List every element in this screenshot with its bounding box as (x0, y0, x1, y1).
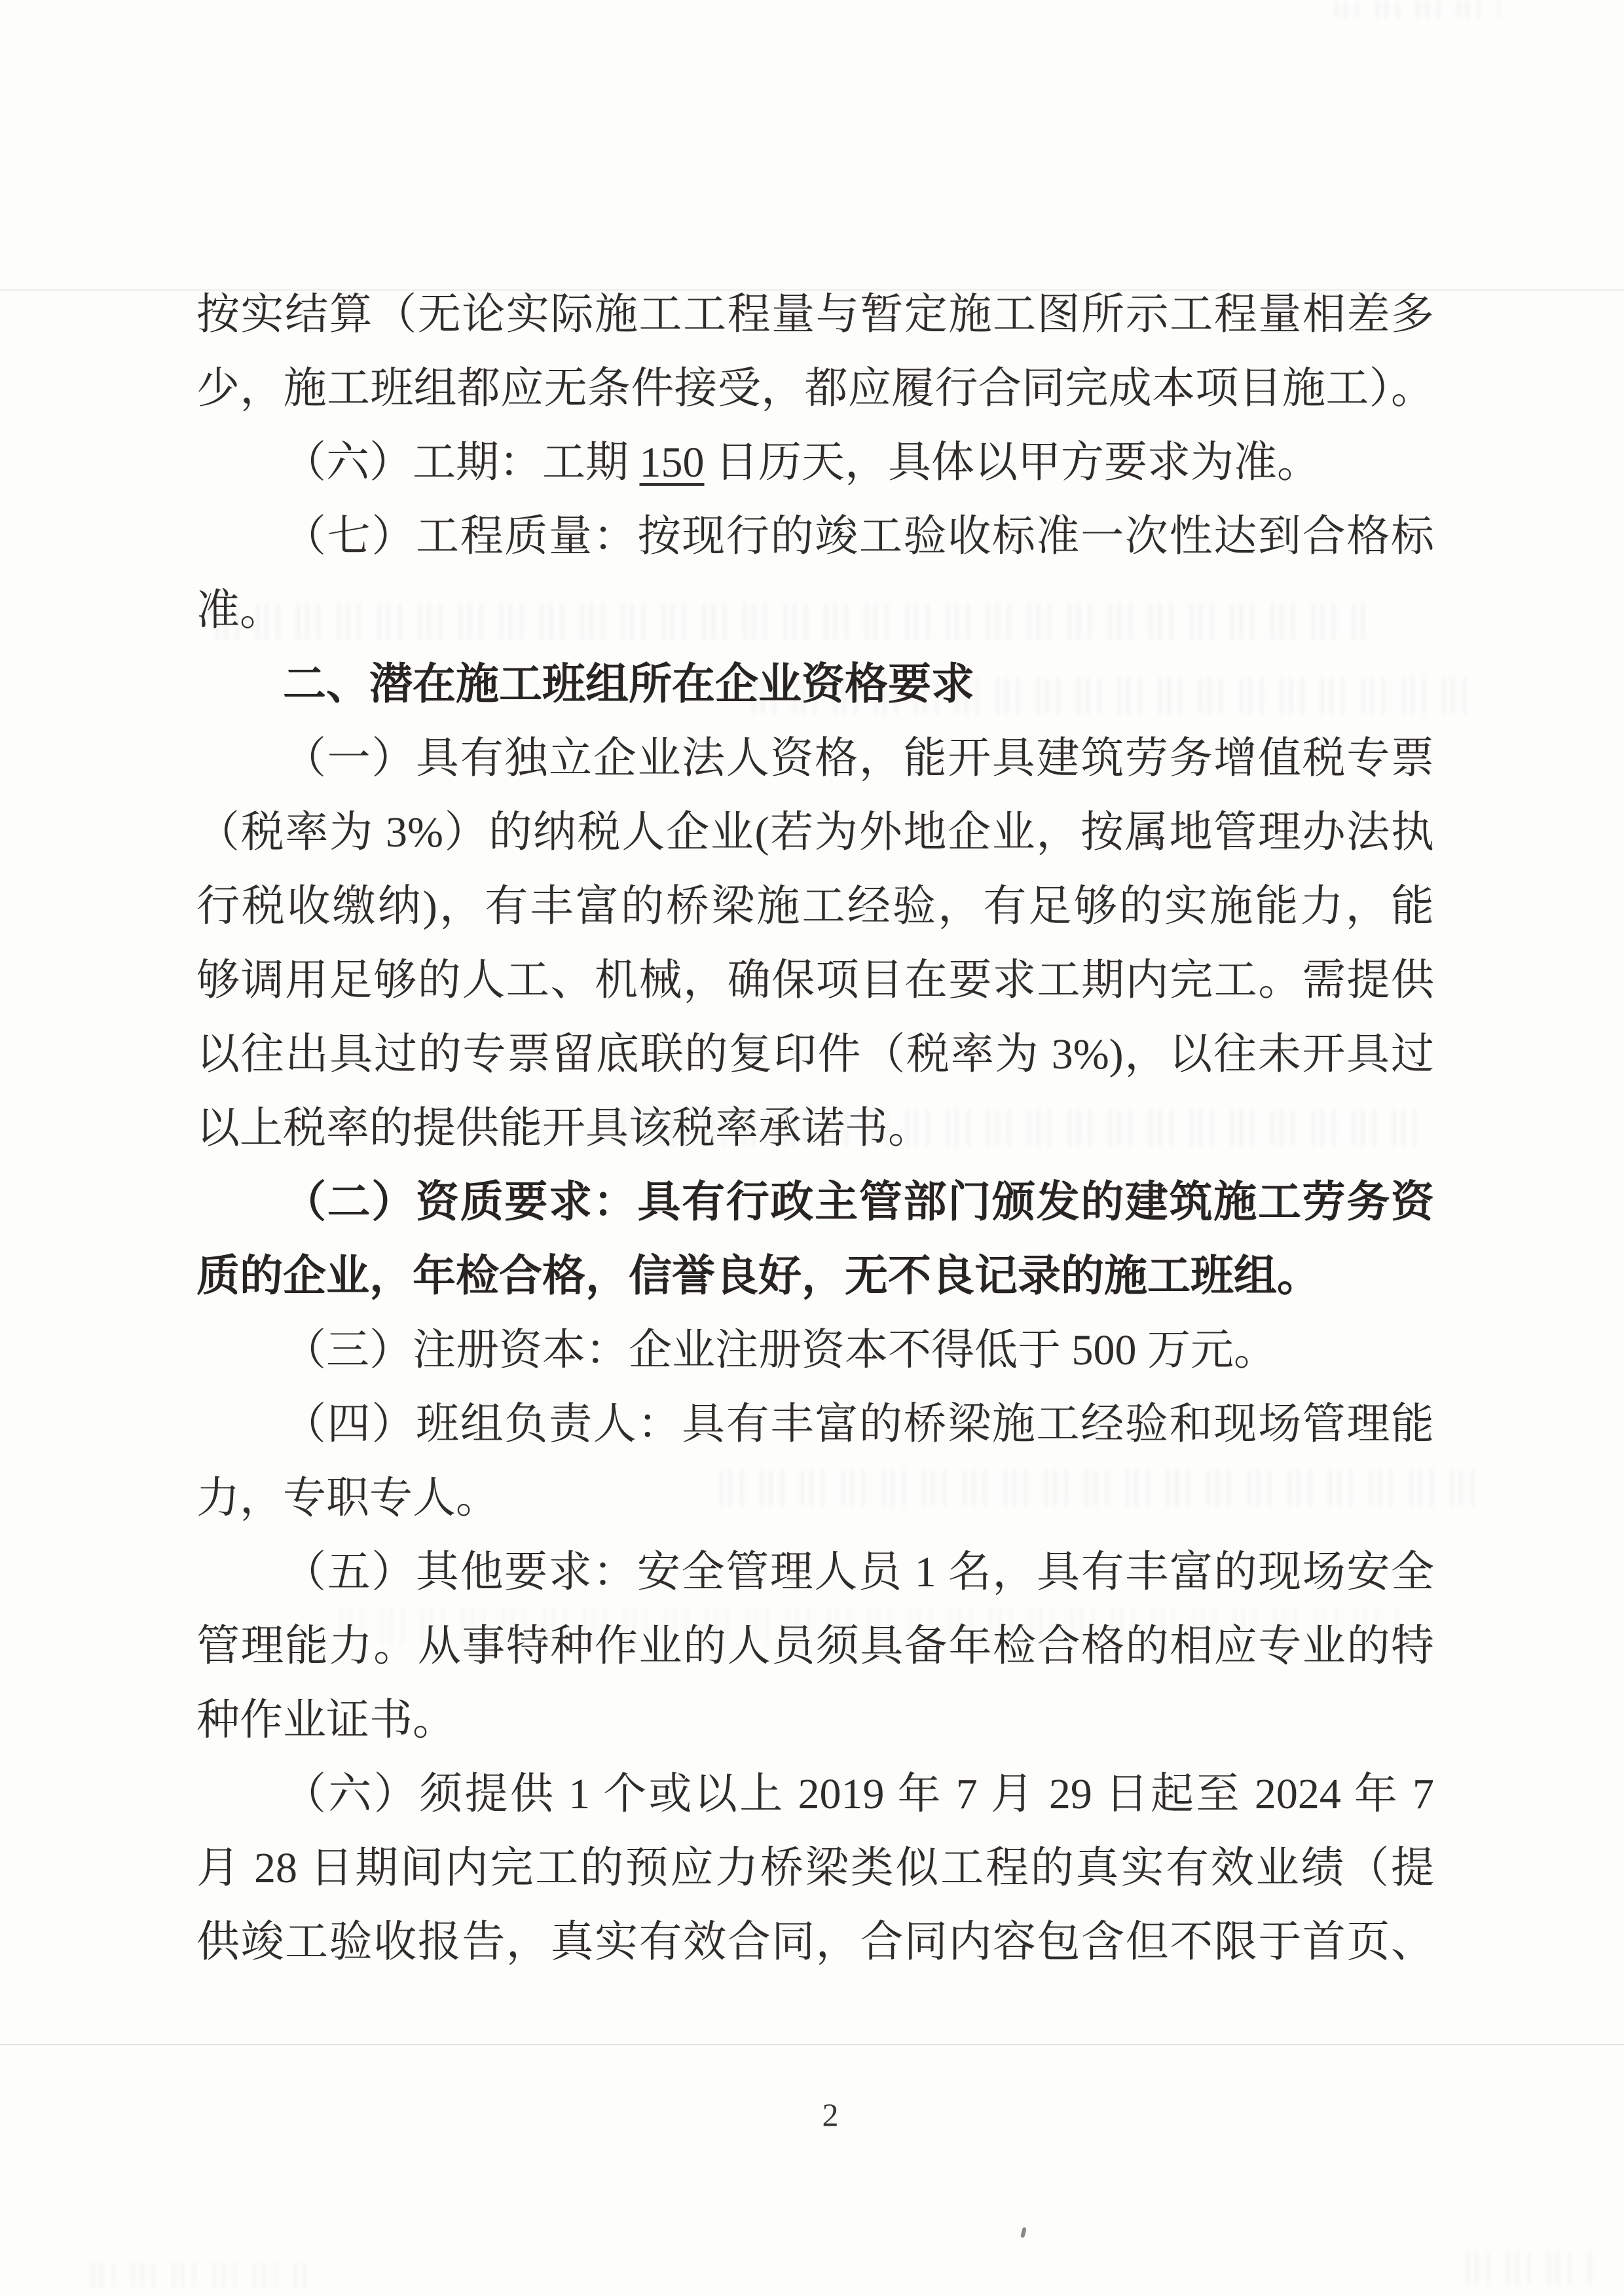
body-line: 按实结算（无论实际施工工程量与暂定施工图所示工程量相差多 (196, 291, 1434, 338)
line-text: 日历天，具体以甲方要求为准。 (704, 439, 1320, 486)
body-line: 准。 (196, 587, 283, 634)
body-line: （一）具有独立企业法人资格，能开具建筑劳务增值税专票 (283, 735, 1434, 782)
underlined-duration-value: 150 (639, 439, 705, 486)
body-line: （六）须提供 1 个或以上 2019 年 7 月 29 日起至 2024 年 7 (283, 1770, 1434, 1818)
body-line: （五）其他要求：安全管理人员 1 名，具有丰富的现场安全 (283, 1548, 1434, 1596)
body-line: 种作业证书。 (196, 1696, 456, 1744)
body-line: 以上税率的提供能开具该税率承诺书。 (196, 1104, 931, 1152)
body-line: （四）班组负责人：具有丰富的桥梁施工经验和现场管理能 (283, 1400, 1434, 1448)
body-line: 月 28 日期间内完工的预应力桥梁类似工程的真实有效业绩（提 (196, 1844, 1434, 1892)
body-line: 够调用足够的人工、机械，确保项目在要求工期内完工。需提供 (196, 957, 1434, 1004)
body-line: （三）注册资本：企业注册资本不得低于 500 万元。 (283, 1326, 1277, 1374)
body-line: 力，专职专人。 (196, 1474, 499, 1522)
body-line: 管理能力。从事特种作业的人员须具备年检合格的相应专业的特 (196, 1622, 1434, 1670)
line-text: （六）工期：工期 (283, 439, 640, 486)
body-line: （七）工程质量：按现行的竣工验收标准一次性达到合格标 (283, 513, 1434, 560)
ghost-bleed (1467, 2252, 1591, 2285)
body-line: 少，施工班组都应无条件接受，都应履行合同完成本项目施工）。 (196, 365, 1434, 412)
ghost-bleed (1336, 1, 1500, 18)
scan-artifact-line-bottom (0, 2044, 1624, 2045)
body-line: 行税收缴纳)，有丰富的桥梁施工经验，有足够的实施能力，能 (196, 883, 1434, 930)
page-number: 2 (822, 2096, 839, 2133)
document-text-block (196, 278, 1434, 1979)
section-heading: 二、潜在施工班组所在企业资格要求 (283, 661, 974, 708)
body-line: 供竣工验收报告，真实有效合同，合同内容包含但不限于首页、 (196, 1918, 1434, 1966)
body-line-bold: （二）资质要求：具有行政主管部门颁发的建筑施工劳务资 (283, 1178, 1434, 1226)
ink-speck (1020, 2227, 1027, 2238)
body-line: （税率为 3%）的纳税人企业(若为外地企业，按属地管理办法执 (196, 809, 1434, 856)
body-line (196, 426, 1434, 500)
body-line-bold: 质的企业，年检合格，信誉良好，无不良记录的施工班组。 (196, 1252, 1320, 1300)
body-line: 以往出具过的专票留底联的复印件（税率为 3%)，以往未开具过 (196, 1030, 1434, 1078)
ghost-bleed (92, 2262, 308, 2288)
